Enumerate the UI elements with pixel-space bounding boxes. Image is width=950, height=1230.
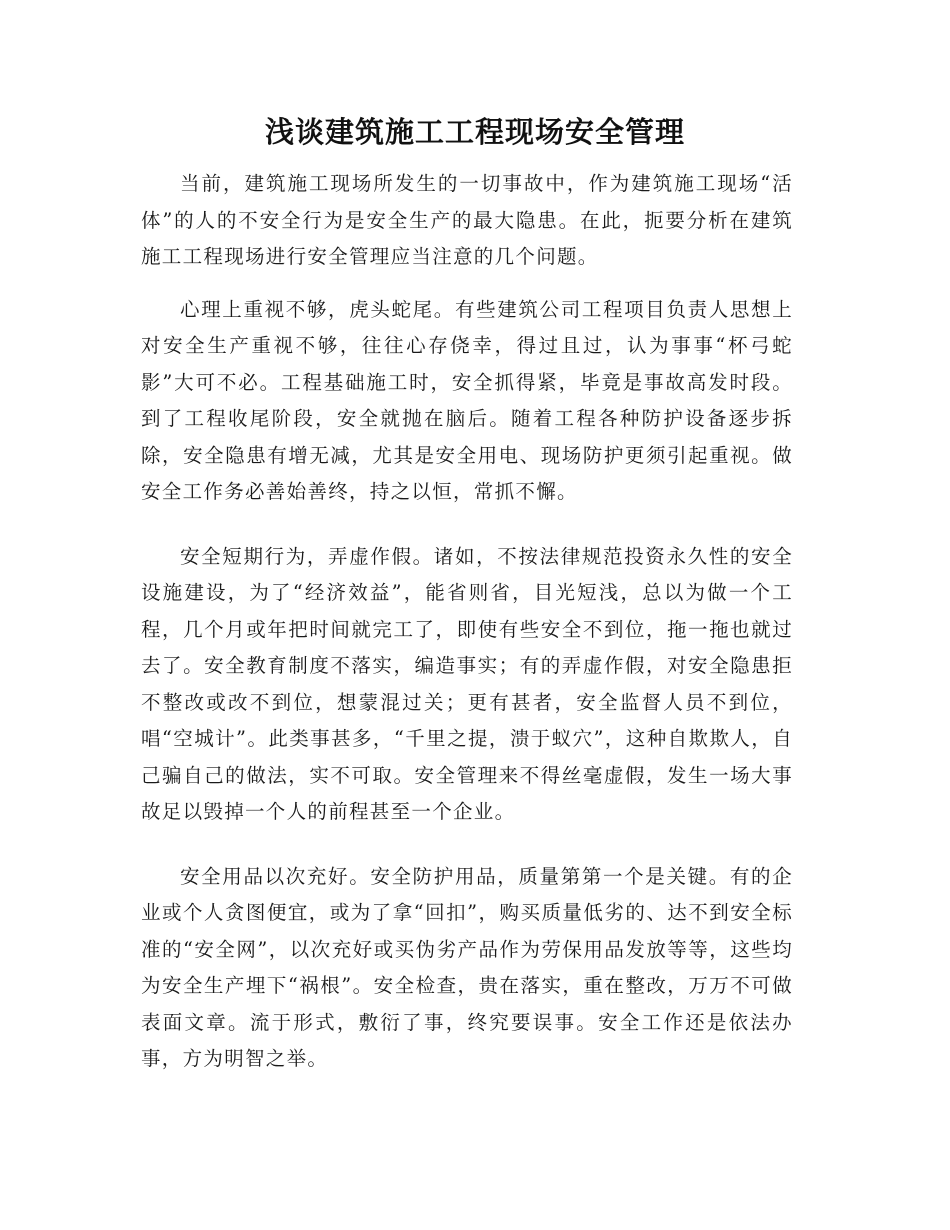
paragraph-psychology: 心理上重视不够，虎头蛇尾。有些建筑公司工程项目负责人思想上对安全生产重视不够，往往心存侥幸，得过且过，认为事事“杯弓蛇影”大可不必。工程基础施工时，安全抓得紧，毕竟是事故高发时段。到了工程收尾阶段，安全就抛在脑后。随着工程各种防护设备逐步拆除，安全隐患有增无减，尤其是安全用电、现场防护更须引起重视。做安全工作务必善始善终，持之以恒，常抓不懈。 bbox=[141, 297, 793, 503]
paragraph-intro: 当前，建筑施工现场所发生的一切事故中，作为建筑施工现场“活体”的人的不安全行为是安全生产的最大隐患。在此，扼要分析在建筑施工工程现场进行安全管理应当注意的几个问题。 bbox=[141, 172, 793, 268]
paragraph-safety-supplies: 安全用品以次充好。安全防护用品，质量第第一个是关键。有的企业或个人贪图便宜，或为了拿“回扣”，购买质量低劣的、达不到安全标准的“安全网”，以次充好或买伪劣产品作为劳保用品发放等等，这些均为安全生产埋下“祸根”。安全检查，贵在落实，重在整改，万万不可做表面文章。流于形式，敷衍了事，终究要误事。安全工作还是依法办事，方为明智之举。 bbox=[141, 864, 793, 1070]
paragraph-short-term-behavior: 安全短期行为，弄虚作假。诸如，不按法律规范投资永久性的安全设施建设，为了“经济效益”，能省则省，目光短浅，总以为做一个工程，几个月或年把时间就完工了，即使有些安全不到位，拖一拖也就过去了。安全教育制度不落实，编造事实；有的弄虚作假，对安全隐患拒不整改或改不到位，想蒙混过关；更有甚者，安全监督人员不到位，唱“空城计”。此类事甚多，“千里之提，溃于蚁穴”，这种自欺欺人，自己骗自己的做法，实不可取。安全管理来不得丝毫虚假，发生一场大事故足以毁掉一个人的前程甚至一个企业。 bbox=[141, 544, 793, 823]
document-title: 浅谈建筑施工工程现场安全管理 bbox=[264, 115, 685, 149]
document-body bbox=[141, 166, 793, 1106]
